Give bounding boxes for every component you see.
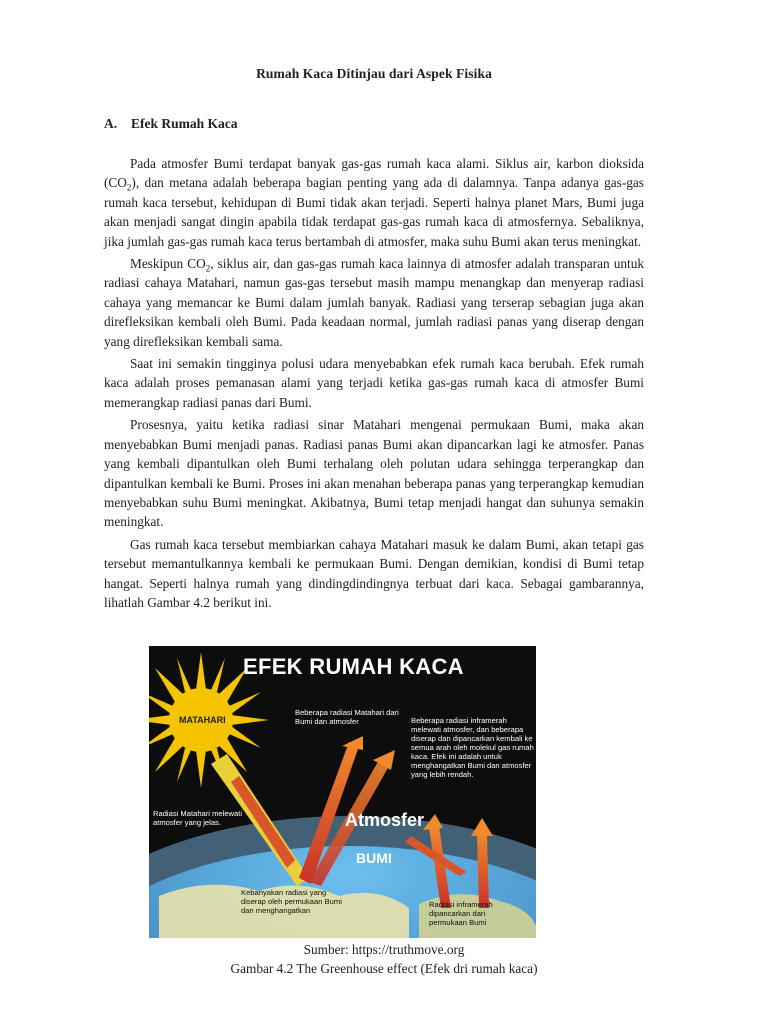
- section-number: A.: [104, 116, 118, 131]
- atmosphere-label: Atmosfer: [345, 810, 425, 830]
- paragraph: Pada atmosfer Bumi terdapat banyak gas-gas rumah kaca alami. Siklus air, karbon dioksida $(CO_2)$, dan metana adalah beberapa bagian penting yang ada di dalamnya. Tanpa adanya gas-gas rumah kaca tersebut, kehidupan di Bumi tidak akan terjadi. Seperti halnya planet Mars, Bumi juga akan menjadi sangat dingin apabila tidak terdapat gas-gas rumah kaca di atmosfernya. Sebaliknya, jika jumlah gas-gas rumah kaca terus bertambah di atmosfer, maka suhu Bumi akan terus meningkat.: [104, 156, 644, 249]
- arrowhead-icon: [342, 736, 363, 750]
- paragraph: Meskipun $CO_2$, siklus air, dan gas-gas rumah kaca lainnya di atmosfer adalah transparan untuk radiasi cahaya Matahari, namun gas-gas tersebut masih mampu menangkap dan menyerap radiasi cahaya yang memancar ke Bumi dalam jumlah banyak. Radiasi yang terserap sebagian juga akan direfleksikan kembali oleh Bumi. Pada keadaan normal, jumlah radiasi panas yang diserap dengan yang direfleksikan kembali sama.: [104, 256, 645, 349]
- figure-source: Sumber: https://truthmove.org: [303, 942, 465, 957]
- figure-caption: Gambar 4.2 The Greenhouse effect (Efek dri rumah kaca): [230, 961, 538, 976]
- figure-label-emitted: Radiasi inframerah dipancarkan dari permukaan Bumi: [429, 900, 493, 927]
- section-heading: [104, 116, 238, 132]
- earth-label: BUMI: [356, 850, 392, 866]
- paragraph: Saat ini semakin tingginya polusi udara menyebabkan efek rumah kaca berubah. Efek rumah kaca adalah proses pemanasan alami yang terjadi ketika gas-gas rumah kaca di atmosfer Bumi memerangkap radiasi panas dari Bumi.: [104, 356, 644, 410]
- greenhouse-figure: [149, 646, 536, 938]
- figure-label-infrared: Beberapa radiasi inframerah melewati atmosfer, dan beberapa diserap dan dipancarkan kembali ke semua arah oleh molekul gas rumah kaca. Efek ini adalah untuk menghangatkan Bumi dan atmosfer yang lebih rendah.: [411, 716, 534, 779]
- figure-label-reflected: Beberapa radiasi Matahari dari Bumi dan atmosfer: [295, 708, 399, 726]
- paragraph: Prosesnya, yaitu ketika radiasi sinar Matahari mengenai permukaan Bumi, maka akan menyebabkan Bumi menjadi panas. Radiasi panas Bumi akan dipancarkan lagi ke atmosfer. Panas yang kembali dipantulkan oleh Bumi terhalang oleh polutan udara sehingga terperangkap dan dipantulkan kembali ke Bumi. Proses ini akan menahan beberapa panas yang terperangkap kemudian menyebabkan suhu Bumi meningkat. Akibatnya, Bumi tetap menjadi hangat dan suhunya semakin meningkat.: [104, 417, 644, 530]
- figure-title: EFEK RUMAH KACA: [243, 654, 464, 679]
- document-title: Rumah Kaca Ditinjau dari Aspek Fisika: [256, 66, 492, 81]
- paragraph: Gas rumah kaca tersebut membiarkan cahaya Matahari masuk ke dalam Bumi, akan tetapi gas tersebut memantulkannya kembali ke permukaan Bumi. Dengan demikian, kondisi di Bumi tetap hangat. Seperti halnya rumah yang dindingdindingnya terbuat dari kaca. Sebagai gambarannya, lihatlah Gambar 4.2 berikut ini.: [104, 536, 644, 610]
- infrared-arrow: [477, 834, 489, 908]
- sun-label: MATAHARI: [179, 715, 226, 725]
- figure-label-absorbed: Kebanyakan radiasi yang diserap oleh permukaan Bumi dan menghangatkan: [241, 888, 342, 915]
- section-title: Efek Rumah Kaca: [131, 116, 238, 131]
- figure-label-solar: Radiasi Matahari melewati atmosfer yang jelas.: [153, 809, 243, 827]
- arrowhead-icon: [471, 818, 493, 836]
- body-text: [104, 154, 644, 615]
